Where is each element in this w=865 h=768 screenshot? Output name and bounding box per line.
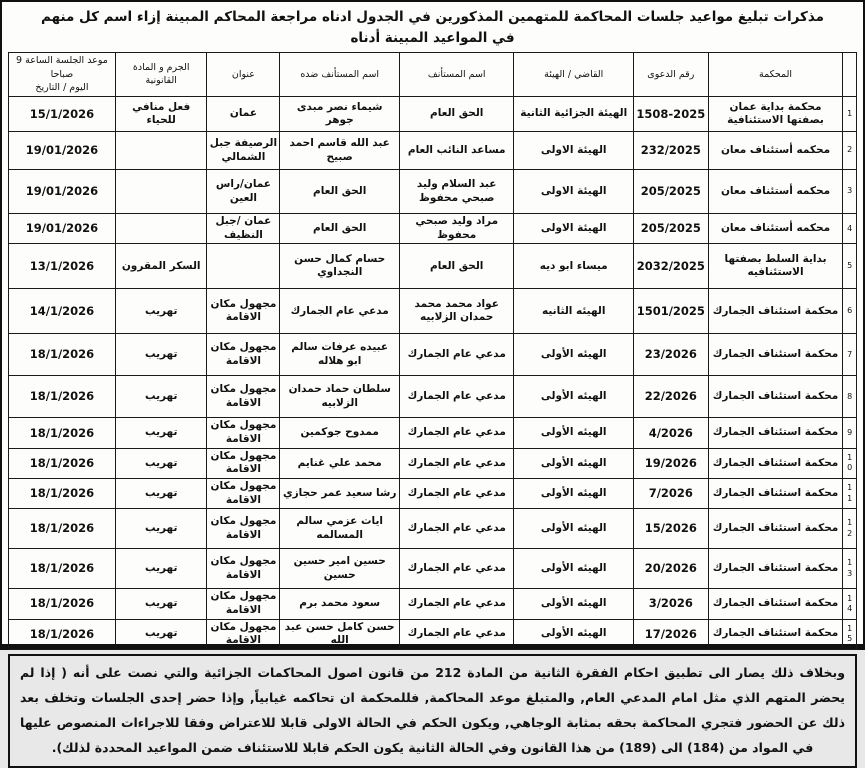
- cell-judge-panel: الهيئه الأولى: [514, 589, 634, 619]
- cell-appellant: مدعي عام الجمارك: [399, 376, 513, 418]
- row-number: 10: [843, 448, 857, 478]
- cell-appellee: شيماء نصر مبدى جوهر: [280, 97, 400, 132]
- row-number: 5: [843, 244, 857, 289]
- table-row: [9, 376, 857, 418]
- column-header-address: عنوان: [207, 52, 280, 96]
- cell-crime: تهريب: [115, 509, 207, 549]
- cell-court: محكمة استئناف الجمارك: [708, 418, 843, 448]
- session-header-line3: اليوم / التاريخ: [35, 82, 89, 94]
- cell-appellee: سعود محمد برم: [280, 589, 400, 619]
- row-number: 4: [843, 214, 857, 244]
- cell-court: محكمة استئناف الجمارك: [708, 334, 843, 376]
- cell-case-number: 15/2026: [634, 509, 709, 549]
- cell-case-number: 3/2026: [634, 589, 709, 619]
- cell-session-date: 18/1/2026: [9, 509, 116, 549]
- cell-session-date: 18/1/2026: [9, 478, 116, 508]
- cell-case-number: 7/2026: [634, 478, 709, 508]
- cell-appellant: عواد محمد محمد حمدان الزلابيه: [399, 289, 513, 334]
- session-header-line1: موعد الجلسة الساعة 9: [16, 54, 108, 66]
- table-row: [9, 549, 857, 589]
- row-number: 14: [843, 589, 857, 619]
- cell-case-number: 1508-2025: [634, 97, 709, 132]
- cell-crime: تهريب: [115, 289, 207, 334]
- cell-appellee: مدعي عام الجمارك: [280, 289, 400, 334]
- cell-session-date: 18/1/2026: [9, 589, 116, 619]
- cell-crime: تهريب: [115, 448, 207, 478]
- cell-address: الرصيفة جبل الشمالي: [207, 132, 280, 170]
- table-header-row: [9, 52, 857, 96]
- cell-crime: تهريب: [115, 619, 207, 649]
- cell-court: محكمه أستئناف معان: [708, 170, 843, 214]
- cell-address: مجهول مكان الاقامة: [207, 589, 280, 619]
- cell-address: مجهول مكان الاقامة: [207, 448, 280, 478]
- cell-judge-panel: الهيئه الأولى: [514, 509, 634, 549]
- cell-address: مجهول مكان الاقامة: [207, 376, 280, 418]
- cell-crime: تهريب: [115, 589, 207, 619]
- cell-session-date: 18/1/2026: [9, 448, 116, 478]
- cell-judge-panel: الهيئه الأولى: [514, 478, 634, 508]
- column-header-court: المحكمة: [708, 52, 843, 96]
- cell-appellee: الحق العام: [280, 214, 400, 244]
- cell-judge-panel: الهيئه الأولى: [514, 376, 634, 418]
- cell-case-number: 22/2026: [634, 376, 709, 418]
- row-number: 8: [843, 376, 857, 418]
- cell-address: مجهول مكان الاقامة: [207, 619, 280, 649]
- cell-session-date: 19/01/2026: [9, 132, 116, 170]
- cell-case-number: 17/2026: [634, 619, 709, 649]
- cell-address: [207, 244, 280, 289]
- cell-court: محكمة استئناف الجمارك: [708, 448, 843, 478]
- cell-appellee: ممدوح جوكمين: [280, 418, 400, 448]
- cell-session-date: 19/01/2026: [9, 170, 116, 214]
- cell-court: محكمة استئناف الجمارك: [708, 509, 843, 549]
- table-row: [9, 448, 857, 478]
- cell-address: مجهول مكان الاقامة: [207, 289, 280, 334]
- cell-appellant: مدعي عام الجمارك: [399, 549, 513, 589]
- cell-appellee: عبيده عرفات سالم ابو هلاله: [280, 334, 400, 376]
- row-number: 13: [843, 549, 857, 589]
- cell-address: مجهول مكان الاقامة: [207, 509, 280, 549]
- row-number: 1: [843, 97, 857, 132]
- cell-session-date: 15/1/2026: [9, 97, 116, 132]
- cell-court: بداية السلط بصفتها الاستئنافيه: [708, 244, 843, 289]
- cell-appellant: الحق العام: [399, 244, 513, 289]
- row-number: 12: [843, 509, 857, 549]
- session-header-line2: صباحا: [50, 68, 74, 80]
- cell-appellant: مدعي عام الجمارك: [399, 589, 513, 619]
- cell-appellant: الحق العام: [399, 97, 513, 132]
- cell-appellee: عبد الله قاسم احمد صبيح: [280, 132, 400, 170]
- row-number: 11: [843, 478, 857, 508]
- cell-appellant: مدعي عام الجمارك: [399, 418, 513, 448]
- cell-address: مجهول مكان الاقامة: [207, 478, 280, 508]
- cell-address: عمان: [207, 97, 280, 132]
- cell-case-number: 20/2026: [634, 549, 709, 589]
- table-row: [9, 214, 857, 244]
- cell-case-number: 1501/2025: [634, 289, 709, 334]
- cell-crime: [115, 132, 207, 170]
- cell-appellee: حسين امير حسين حسين: [280, 549, 400, 589]
- table-row: [9, 244, 857, 289]
- table-body: [9, 97, 857, 650]
- cell-address: مجهول مكان الاقامة: [207, 334, 280, 376]
- cell-appellant: مراد وليد صبحي محفوظ: [399, 214, 513, 244]
- table-row: [9, 619, 857, 649]
- crime-header-line1: الجرم و المادة: [132, 61, 190, 73]
- cell-address: مجهول مكان الاقامة: [207, 549, 280, 589]
- cell-court: محكمه أستئناف معان: [708, 132, 843, 170]
- cell-court: محكمه أستئناف معان: [708, 214, 843, 244]
- cell-appellee: رشا سعيد عمر حجازي: [280, 478, 400, 508]
- crime-header-line2: القانونية: [145, 75, 177, 87]
- table-row: [9, 478, 857, 508]
- cell-appellant: مساعد النائب العام: [399, 132, 513, 170]
- column-header-appellee: اسم المستأنف ضده: [280, 52, 400, 96]
- cell-session-date: 14/1/2026: [9, 289, 116, 334]
- cell-appellee: ايات عزمي سالم المسالمه: [280, 509, 400, 549]
- cell-session-date: 18/1/2026: [9, 549, 116, 589]
- cell-judge-panel: الهيئه الأولى: [514, 549, 634, 589]
- column-header-case-number: رقم الدعوى: [634, 52, 709, 96]
- table-row: [9, 132, 857, 170]
- cell-session-date: 18/1/2026: [9, 418, 116, 448]
- table-row: [9, 170, 857, 214]
- cell-address: عمان/راس العين: [207, 170, 280, 214]
- table-row: [9, 289, 857, 334]
- cell-case-number: 205/2025: [634, 170, 709, 214]
- cell-appellant: مدعي عام الجمارك: [399, 448, 513, 478]
- cell-court: محكمة استئناف الجمارك: [708, 549, 843, 589]
- cell-appellant: مدعي عام الجمارك: [399, 334, 513, 376]
- cell-appellant: عبد السلام وليد صبحي محفوظ: [399, 170, 513, 214]
- cell-appellee: حسن كامل حسن عبد الله: [280, 619, 400, 649]
- cell-court: محكمة بداية عمان بصفتها الاستئنافية: [708, 97, 843, 132]
- cell-judge-panel: الهيئه الأولى: [514, 619, 634, 649]
- cell-address: عمان /جبل النظيف: [207, 214, 280, 244]
- cell-judge-panel: الهيئة الجزائية الثانية: [514, 97, 634, 132]
- row-number: 6: [843, 289, 857, 334]
- row-number: 7: [843, 334, 857, 376]
- cell-case-number: 23/2026: [634, 334, 709, 376]
- cell-crime: تهريب: [115, 549, 207, 589]
- cell-crime: تهريب: [115, 376, 207, 418]
- row-number: 9: [843, 418, 857, 448]
- cell-court: محكمة استئناف الجمارك: [708, 619, 843, 649]
- cell-judge-panel: الهيئة الاولى: [514, 214, 634, 244]
- cell-session-date: 18/1/2026: [9, 376, 116, 418]
- cell-address: مجهول مكان الاقامة: [207, 418, 280, 448]
- cell-crime: [115, 170, 207, 214]
- table-row: [9, 334, 857, 376]
- cell-session-date: 18/1/2026: [9, 619, 116, 649]
- table-row: [9, 589, 857, 619]
- cell-case-number: 205/2025: [634, 214, 709, 244]
- cell-appellee: سلطان حماد حمدان الزلابيه: [280, 376, 400, 418]
- cell-appellant: مدعي عام الجمارك: [399, 478, 513, 508]
- cell-judge-panel: الهيئه الأولى: [514, 448, 634, 478]
- cell-crime: تهريب: [115, 418, 207, 448]
- row-number: 2: [843, 132, 857, 170]
- column-header-session-date: [9, 52, 116, 96]
- cell-crime: السكر المقرون: [115, 244, 207, 289]
- cell-session-date: 13/1/2026: [9, 244, 116, 289]
- cell-appellee: محمد علي غنايم: [280, 448, 400, 478]
- cell-court: محكمة استئناف الجمارك: [708, 478, 843, 508]
- cell-appellee: حسام كمال حسن النجداوي: [280, 244, 400, 289]
- cell-court: محكمة استئناف الجمارك: [708, 376, 843, 418]
- cell-case-number: 2032/2025: [634, 244, 709, 289]
- cell-session-date: 18/1/2026: [9, 334, 116, 376]
- row-number: 3: [843, 170, 857, 214]
- cell-judge-panel: الهيئه الثانيه: [514, 289, 634, 334]
- cell-crime: تهريب: [115, 478, 207, 508]
- column-header-crime: [115, 52, 207, 96]
- table-row: [9, 97, 857, 132]
- cell-judge-panel: الهيئة الاولى: [514, 132, 634, 170]
- document-title: مذكرات تبليغ مواعيد جلسات المحاكمة للمتهمين المذكورين في الجدول ادناه مراجعة المحاكم المبينة إزاء اسم كل منهم في المواعيد المبينة أدناه: [40, 9, 824, 46]
- table-row: [9, 509, 857, 549]
- legal-notice: وبخلاف ذلك يصار الى تطبيق احكام الفقرة الثانية من المادة 212 من قانون اصول المحاكمات الجزائية والتي نصت على أنه ( إذا لم يحضر المتهم الذي مثل امام المدعي العام, والمتبلغ موعد المحاكمة, فللمحكمة ان تحاكمه غيابياً, وإذا حضر إحدى الجلسات وتخلف بعد ذلك عن الحضور فتجري المحاكمة بحقه بمثابة الوجاهي, ويكون الحكم في الحالة الاولى قابلا للاعتراض وفقا للاجراءات المنصوص عليها في المواد من (184) الى (189) من هذا القانون وفي الحالة الثانية يكون الحكم قابلا للاستئناف ضمن المواعيد المحددة لذلك).: [8, 654, 857, 768]
- row-number: 15: [843, 619, 857, 649]
- cell-court: محكمة استئناف الجمارك: [708, 289, 843, 334]
- cell-appellant: مدعي عام الجمارك: [399, 619, 513, 649]
- cell-crime: فعل منافي للحياء: [115, 97, 207, 132]
- cell-judge-panel: الهيئه الأولى: [514, 334, 634, 376]
- table-row: [9, 418, 857, 448]
- cell-session-date: 19/01/2026: [9, 214, 116, 244]
- cell-case-number: 19/2026: [634, 448, 709, 478]
- cell-judge-panel: الهيئه الأولى: [514, 418, 634, 448]
- cell-court: محكمة استئناف الجمارك: [708, 589, 843, 619]
- cell-appellant: مدعي عام الجمارك: [399, 509, 513, 549]
- cell-appellee: الحق العام: [280, 170, 400, 214]
- column-header-row-number: [843, 52, 857, 96]
- column-header-appellant: اسم المستأنف: [399, 52, 513, 96]
- cell-case-number: 232/2025: [634, 132, 709, 170]
- cell-crime: [115, 214, 207, 244]
- cell-judge-panel: الهيئة الاولى: [514, 170, 634, 214]
- column-header-judge-panel: القاضي / الهيئة: [514, 52, 634, 96]
- cell-crime: تهريب: [115, 334, 207, 376]
- cell-case-number: 4/2026: [634, 418, 709, 448]
- cell-judge-panel: ميساء ابو ديه: [514, 244, 634, 289]
- hearings-table: [8, 52, 857, 650]
